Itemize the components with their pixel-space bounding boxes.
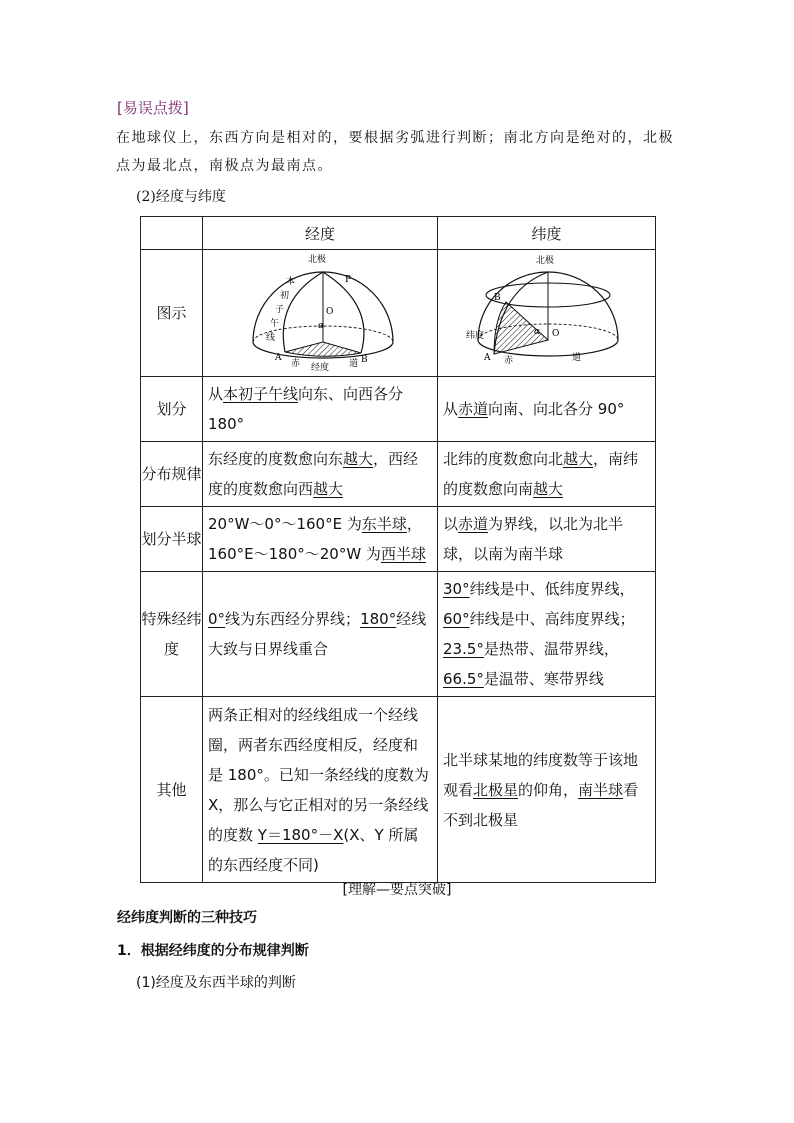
text-run: 纬线是中、高纬度界线； xyxy=(469,610,635,628)
intro-paragraph: 在地球仪上，东西方向是相对的，要根据劣弧进行判断；南北方向是绝对的，北极点为最北点，南极点为最南点。 xyxy=(116,130,674,174)
text-run: 是温带、寒带界线 xyxy=(483,670,604,688)
point-subheading: (1)经度及东西半球的判断 xyxy=(136,975,296,991)
row-label: 图示 xyxy=(141,250,203,377)
lat-latitude-label: 纬度 xyxy=(466,331,485,341)
lon-longitude-label: 经度 xyxy=(311,363,330,372)
longitude-hemisphere-diagram xyxy=(203,250,437,372)
underlined-term: 66.5° xyxy=(443,670,484,688)
text-run: 东经度的度数愈向东 xyxy=(208,450,344,468)
latitude-hemisphere-diagram xyxy=(438,250,655,372)
row-label: 分布规律 xyxy=(141,442,203,507)
table-row-special xyxy=(141,572,656,697)
text-run: 纬线是中、低纬度界线， xyxy=(469,580,635,598)
text-run: ，西经度的度数愈向西 xyxy=(208,450,419,498)
text-run: 从 xyxy=(443,400,459,418)
lon-b-label: B xyxy=(361,355,368,365)
tip-tag: [易误点拨] xyxy=(117,99,189,117)
lat-alpha-label: α xyxy=(534,327,541,337)
latitude-cell xyxy=(438,697,656,883)
underlined-term: 60° xyxy=(443,610,470,628)
text-run: 以 xyxy=(443,515,459,533)
underlined-term: 赤道 xyxy=(458,515,489,533)
table-header-row xyxy=(141,217,656,250)
text-run: 两条正相对的经线组成一个经线圈，两者东西经度相反，经度和是 180°。已知一条经线的度数为 X，那么与它正相对的另一条经线的度数 xyxy=(208,705,429,844)
underlined-term: 西半球 xyxy=(380,545,426,563)
row-label: 特殊经纬度 xyxy=(141,572,203,697)
latitude-cell xyxy=(438,442,656,507)
underlined-term: 越大 xyxy=(533,480,564,498)
underlined-term: 本初子午线 xyxy=(223,385,299,403)
text-run: 为界线，以北为北半球，以南为南半球 xyxy=(443,515,624,563)
table-row-distribution xyxy=(141,442,656,507)
underlined-term: 30° xyxy=(443,580,470,598)
table-row-division xyxy=(141,377,656,442)
underlined-term: 23.5° xyxy=(443,640,484,658)
underlined-term: 北极星 xyxy=(473,780,519,799)
underlined-term: Y＝180°－X xyxy=(257,825,344,844)
text-run: 向东、向西各分180° xyxy=(208,385,404,433)
longitude-diagram-cell xyxy=(203,250,438,377)
text-run: 向南、向北各分 90° xyxy=(488,400,625,418)
meridian-char: 本 xyxy=(286,277,296,287)
lon-lat-table xyxy=(140,216,656,883)
section-heading: 经纬度判断的三种技巧 xyxy=(117,910,257,926)
header-latitude: 纬度 xyxy=(438,217,656,250)
text-run: 20°W～0°～160°E 为 xyxy=(208,515,362,533)
lon-north-pole-label: 北极 xyxy=(308,255,327,265)
row-label: 划分半球 xyxy=(141,507,203,572)
latitude-cell xyxy=(438,377,656,442)
text-run: ，160°E～180°～20°W 为 xyxy=(208,515,422,563)
lat-equator-char: 赤 xyxy=(504,356,514,366)
lon-equator-char: 道 xyxy=(349,359,359,369)
text-run: ，南纬的度数愈向南 xyxy=(443,450,639,498)
lat-b-label: B xyxy=(494,293,501,303)
text-run: 的仰角， xyxy=(518,780,579,799)
text-run: 北半球某地的纬度数等于该地观看 xyxy=(443,750,639,799)
lon-o-label: O xyxy=(326,307,334,317)
longitude-cell xyxy=(203,442,438,507)
text-run: 从 xyxy=(208,385,224,403)
underlined-term: 越大 xyxy=(343,450,374,468)
underlined-term: 赤道 xyxy=(458,400,489,418)
latitude-cell xyxy=(438,507,656,572)
meridian-char: 初 xyxy=(280,291,290,301)
text-run: 北纬的度数愈向北 xyxy=(443,450,564,468)
section-caption: [理解—要点突破] xyxy=(342,882,452,898)
latitude-diagram-cell xyxy=(438,250,656,377)
text-run: 看不到北极星 xyxy=(443,780,639,829)
table-row-diagram xyxy=(141,250,656,377)
underlined-term: 越大 xyxy=(313,480,344,498)
underlined-term: 南半球 xyxy=(578,780,624,799)
text-run: 经线大致与日界线重合 xyxy=(208,610,427,658)
table-row-hemisphere xyxy=(141,507,656,572)
longitude-cell xyxy=(203,377,438,442)
point-heading: 1．根据经纬度的分布规律判断 xyxy=(117,943,309,959)
lon-alpha-label: α xyxy=(318,321,325,331)
meridian-char: 午 xyxy=(270,319,280,329)
lat-a-label: A xyxy=(484,353,491,363)
lon-a-label: A xyxy=(275,353,282,363)
longitude-cell xyxy=(203,572,438,697)
meridian-char: 线 xyxy=(266,333,276,343)
text-run: 是热带、温带界线， xyxy=(483,640,619,658)
lon-p-label: P xyxy=(345,275,352,285)
header-longitude: 经度 xyxy=(203,217,438,250)
lon-equator-char: 赤 xyxy=(291,359,301,369)
text-run: 线为东西经分界线； xyxy=(225,610,361,628)
lat-equator-char: 道 xyxy=(572,353,582,363)
latitude-cell xyxy=(438,572,656,697)
longitude-cell xyxy=(203,697,438,883)
text-run: (X、Y 所属的东西经度不同) xyxy=(208,825,419,874)
lat-north-pole-label: 北极 xyxy=(536,256,555,266)
underlined-term: 0° xyxy=(208,610,226,628)
underlined-term: 180° xyxy=(360,610,397,628)
underlined-term: 越大 xyxy=(563,450,594,468)
longitude-cell xyxy=(203,507,438,572)
lat-o-label: O xyxy=(552,329,560,339)
meridian-char: 子 xyxy=(275,305,285,315)
row-label: 划分 xyxy=(141,377,203,442)
underlined-term: 东半球 xyxy=(361,515,407,533)
row-label: 其他 xyxy=(141,697,203,883)
header-blank xyxy=(141,217,203,250)
table-row-other xyxy=(141,697,656,883)
subheading: (2)经度与纬度 xyxy=(136,189,226,205)
